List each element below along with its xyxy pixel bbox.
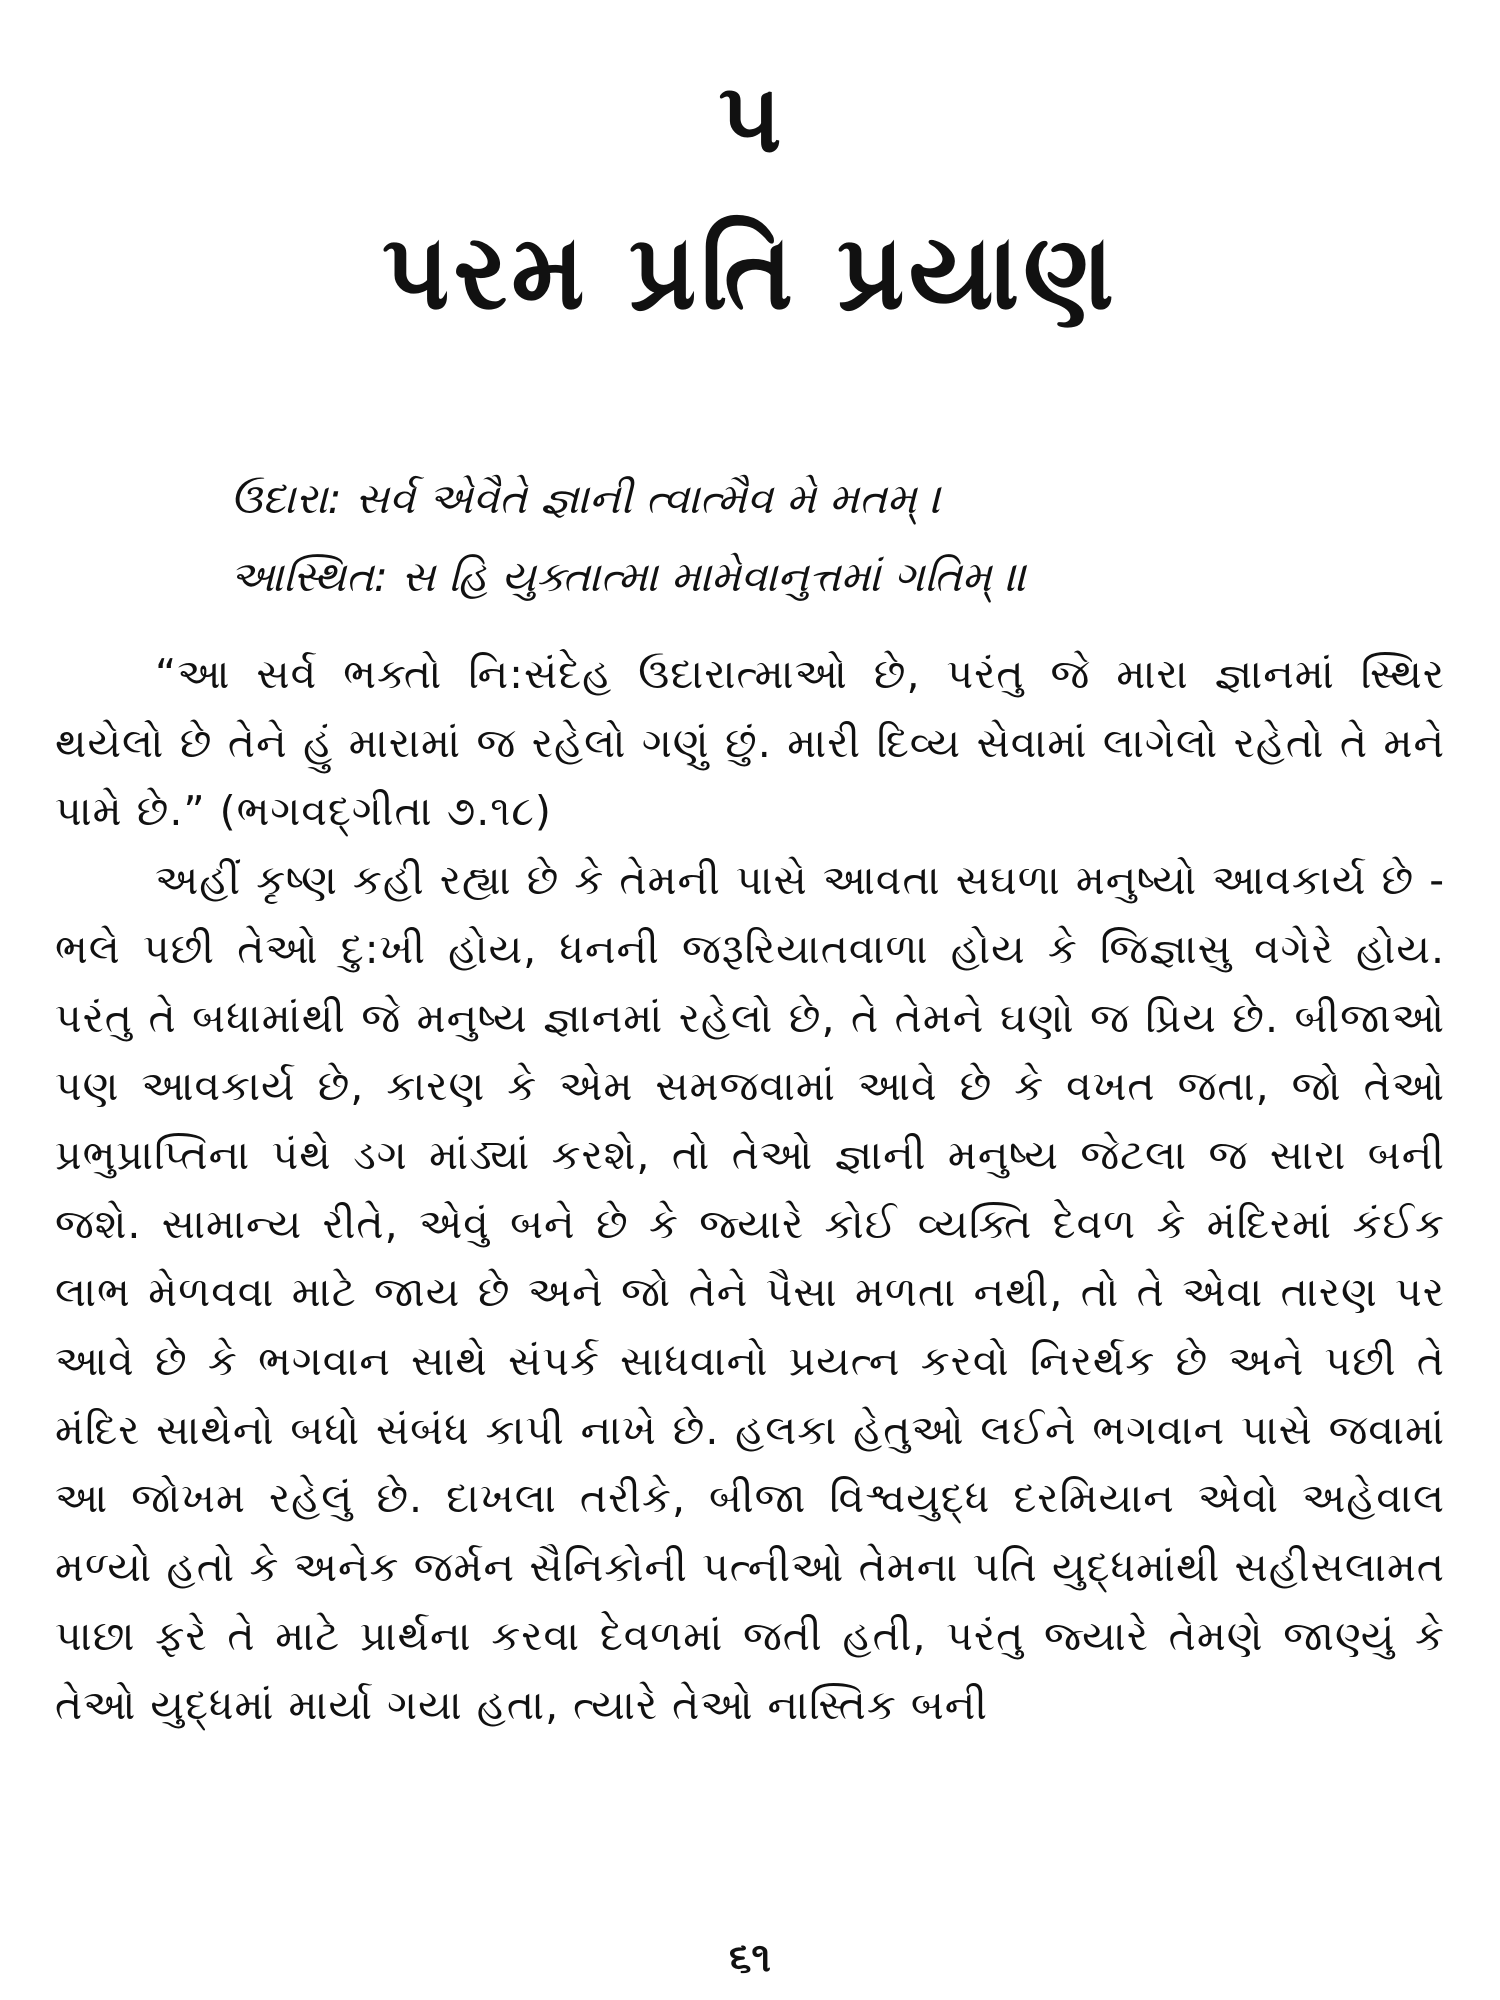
chapter-title: પરમ પ્રતિ પ્રયાણ <box>382 211 1118 333</box>
body-text <box>55 640 1445 1739</box>
paragraph-purport: અહીં કૃષ્ણ કહી રહ્યા છે કે તેમની પાસે આવતા સઘળા મનુષ્યો આવકાર્ય છે - ભલે પછી તેઓ દુ:ખી હોય, ધનની જરૂરિયાતવાળા હોય કે જિજ્ઞાસુ વગેરે હોય. પરંતુ તે બધામાંથી જે મનુષ્ય જ્ઞાનમાં રહેલો છે, તે તેમને ઘણો જ પ્રિય છે. બીજાઓ પણ આવકાર્ય છે, કારણ કે એમ સમજવામાં આવે છે કે વખત જતા, જો તેઓ પ્રભુપ્રાપ્તિના પંથે ડગ માંડ્યાં કરશે, તો તેઓ જ્ઞાની મનુષ્ય જેટલા જ સારા બની જશે. સામાન્ય રીતે, એવું બને છે કે જ્યારે કોઈ વ્યક્તિ દેવળ કે મંદિરમાં કંઈક લાભ મેળવવા માટે જાય છે અને જો તેને પૈસા મળતા નથી, તો તે એવા તારણ પર આવે છે કે ભગવાન સાથે સંપર્ક સાધવાનો પ્રયત્ન કરવો નિરર્થક છે અને પછી તે મંદિર સાથેનો બધો સંબંધ કાપી નાખે છે. હલકા હેતુઓ લઈને ભગવાન પાસે જવામાં આ જોખમ રહેલું છે. દાખલા તરીકે, બીજા વિશ્વયુદ્ધ દરમિયાન એવો અહેવાલ મળ્યો હતો કે અનેક જર્મન સૈનિકોની પત્નીઓ તેમના પતિ યુદ્ધમાંથી સહીસલામત પાછા ફરે તે માટે પ્રાર્થના કરવા દેવળમાં જતી હતી, પરંતુ જ્યારે તેમણે જાણ્યું કે તેઓ યુદ્ધમાં માર્યા ગયા હતા, ત્યારે તેઓ નાસ્તિક બની <box>55 856 1445 1729</box>
verse-line-2: આસ્થિત: સ હિ યુક્તાત્મા મામેવાનુત્તમાં ગતિમ્ ॥ <box>230 552 1028 601</box>
page-number: ૬૧ <box>729 1935 771 1981</box>
paragraph-translation: “આ સર્વ ભક્તો નિ:સંદેહ ઉદારાત્માઓ છે, પરંતુ જે મારા જ્ઞાનમાં સ્થિર થયેલો છે તેને હું મારામાં જ રહેલો ગણું છું. મારી દિવ્ય સેવામાં લાગેલો રહેતો તે મને પામે છે.” (ભગવદ્‌ગીતા ૭.૧૮) <box>55 650 1445 836</box>
sanskrit-verse <box>0 460 1500 616</box>
chapter-number: ૫ <box>718 62 782 174</box>
verse-line-1: ઉદારા: સર્વ એવૈતે જ્ઞાની ત્વાત્મૈવ મે મતમ્ । <box>230 474 942 523</box>
